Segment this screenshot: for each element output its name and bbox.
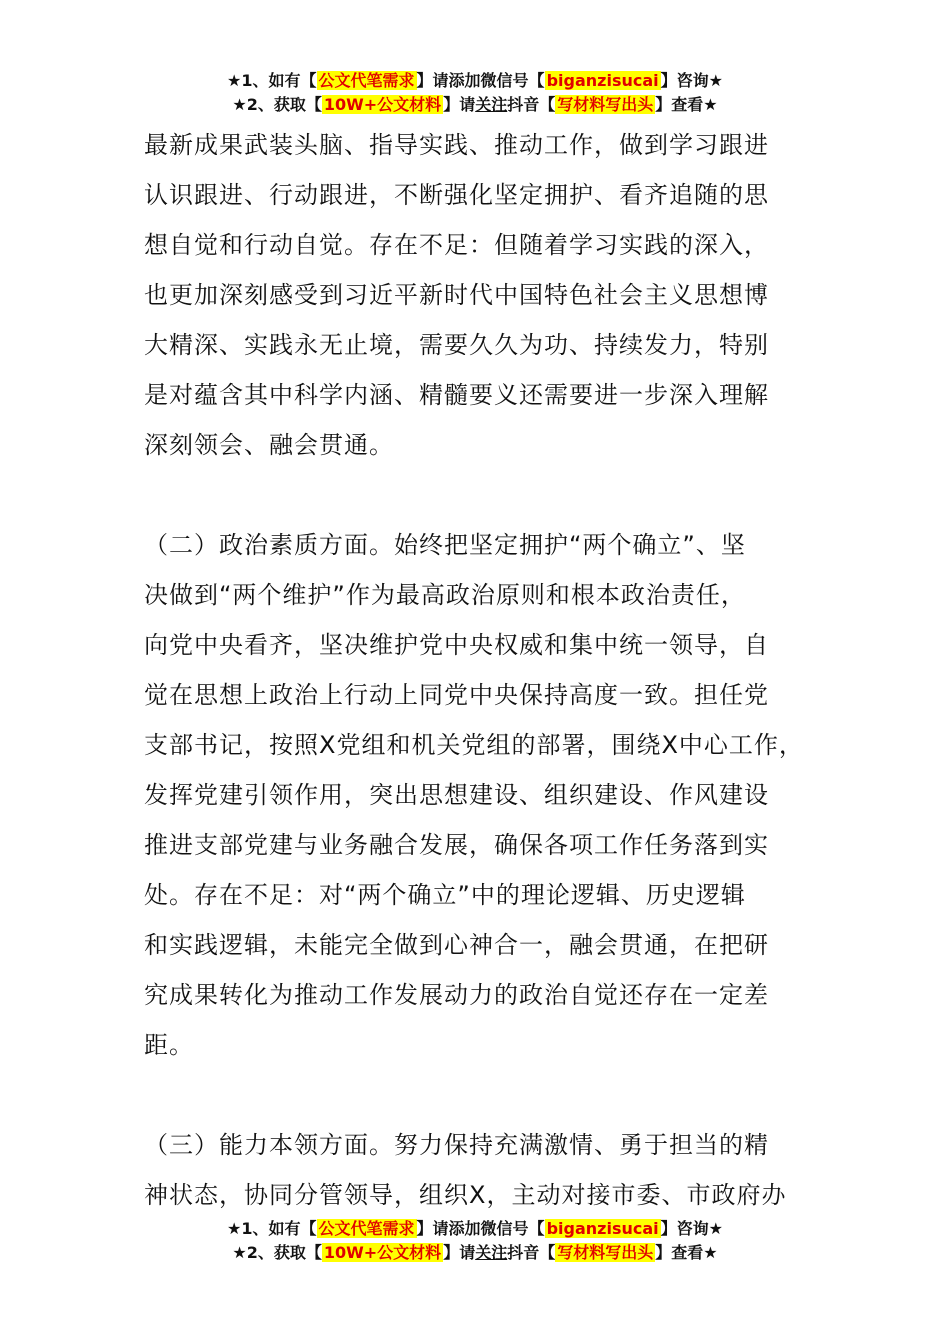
text-line: 推进支部党建与业务融合发展，确保各项工作任务落到实 xyxy=(144,831,769,859)
text-line: 决做到“两个维护”作为最高政治原则和根本政治责任， xyxy=(144,581,746,609)
banner-emphasis: 关注 xyxy=(475,1243,508,1262)
text-line: 认识跟进、行动跟进，不断强化坚定拥护、看齐追随的思 xyxy=(144,181,769,209)
text-line: 深刻领会、融会贯通。 xyxy=(144,431,394,459)
banner-line-2 xyxy=(0,94,950,118)
text-line: （三）能力本领方面。努力保持充满激情、勇于担当的精 xyxy=(144,1131,769,1159)
document-body xyxy=(144,120,834,1220)
banner-highlight: 10W+公文材料 xyxy=(323,95,442,114)
text-line: 向党中央看齐，坚决维护党中央权威和集中统一领导，自 xyxy=(144,631,769,659)
text-line: 处。存在不足：对“两个确立”中的理论逻辑、历史逻辑 xyxy=(144,881,746,909)
text-line: 是对蕴含其中科学内涵、精髓要义还需要进一步深入理解 xyxy=(144,381,769,409)
banner-text: 】查看★ xyxy=(655,1243,718,1262)
text-line: 和实践逻辑，未能完全做到心神合一，融会贯通，在把研 xyxy=(144,931,769,959)
banner-text: 抖音【 xyxy=(507,1243,556,1262)
banner-highlight: biganzisucai xyxy=(546,1219,659,1238)
text-line: 大精深、实践永无止境，需要久久为功、持续发力，特别 xyxy=(144,331,769,359)
paragraph-spacer xyxy=(144,470,834,520)
footer-banner xyxy=(0,1218,950,1266)
banner-emphasis: 添加 xyxy=(448,71,481,90)
banner-emphasis: 关注 xyxy=(475,95,508,114)
banner-highlight: 写材料写出头 xyxy=(557,1243,654,1262)
banner-text: 抖音【 xyxy=(507,95,556,114)
banner-line-1 xyxy=(0,1218,950,1242)
banner-text: 微信号【 xyxy=(480,71,545,90)
banner-line-2 xyxy=(0,1242,950,1266)
banner-text: 】咨询★ xyxy=(660,1219,723,1238)
banner-text: ★1、如有【 xyxy=(227,1219,317,1238)
banner-text: 】请 xyxy=(416,1219,449,1238)
text-line: 最新成果武装头脑、指导实践、推动工作，做到学习跟进 xyxy=(144,131,769,159)
banner-text: ★2、获取【 xyxy=(232,1243,322,1262)
header-banner xyxy=(0,70,950,118)
banner-emphasis: 添加 xyxy=(448,1219,481,1238)
text-line: 发挥党建引领作用，突出思想建设、组织建设、作风建设 xyxy=(144,781,769,809)
text-line: 究成果转化为推动工作发展动力的政治自觉还存在一定差 xyxy=(144,981,769,1009)
banner-text: 】请 xyxy=(443,1243,476,1262)
banner-text: 】查看★ xyxy=(655,95,718,114)
banner-highlight: 写材料写出头 xyxy=(557,95,654,114)
banner-text: 】请 xyxy=(416,71,449,90)
paragraph-2 xyxy=(144,520,834,1070)
banner-highlight: 公文代笔需求 xyxy=(318,1219,415,1238)
text-line: 想自觉和行动自觉。存在不足：但随着学习实践的深入， xyxy=(144,231,769,259)
banner-text: 】请 xyxy=(443,95,476,114)
text-line: 支部书记，按照X党组和机关党组的部署，围绕X中心工作， xyxy=(144,731,804,759)
banner-line-1 xyxy=(0,70,950,94)
banner-highlight: 公文代笔需求 xyxy=(318,71,415,90)
paragraph-1 xyxy=(144,120,834,470)
banner-text: 】咨询★ xyxy=(660,71,723,90)
text-line: 距。 xyxy=(144,1031,194,1059)
paragraph-3 xyxy=(144,1120,834,1220)
text-line: 也更加深刻感受到习近平新时代中国特色社会主义思想博 xyxy=(144,281,769,309)
banner-text: 微信号【 xyxy=(480,1219,545,1238)
text-line: 觉在思想上政治上行动上同党中央保持高度一致。担任党 xyxy=(144,681,769,709)
banner-text: ★1、如有【 xyxy=(227,71,317,90)
banner-highlight: 10W+公文材料 xyxy=(323,1243,442,1262)
text-line: （二）政治素质方面。始终把坚定拥护“两个确立”、坚 xyxy=(144,531,746,559)
text-line: 神状态，协同分管领导，组织X，主动对接市委、市政府办 xyxy=(144,1181,787,1209)
banner-text: ★2、获取【 xyxy=(232,95,322,114)
banner-highlight: biganzisucai xyxy=(546,71,659,90)
paragraph-spacer xyxy=(144,1070,834,1120)
